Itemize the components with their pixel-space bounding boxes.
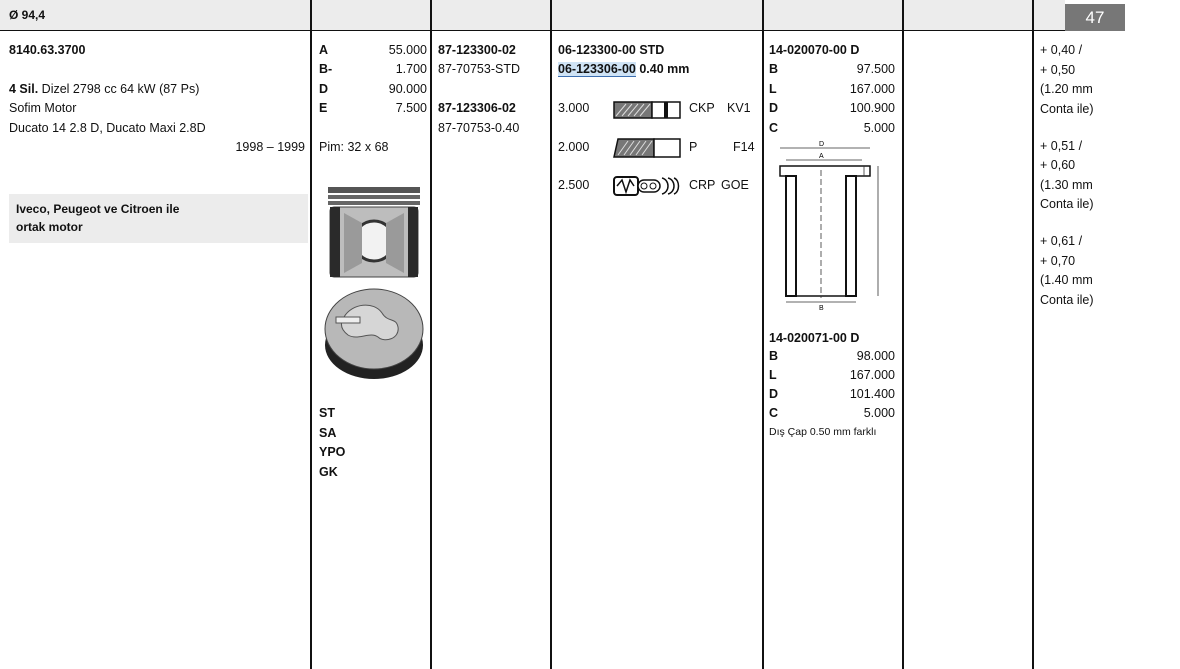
column-divider — [430, 0, 432, 669]
piston-dim-value: 90.000 — [388, 82, 427, 96]
gasket-thickness: (1.40 mm — [1040, 273, 1093, 287]
engine-years: 1998 – 1999 — [235, 140, 305, 154]
column-divider — [310, 0, 312, 669]
ring-width: 2.000 — [558, 140, 590, 154]
ring-variant: GOE — [721, 178, 749, 192]
piston-top-image — [322, 283, 426, 383]
gasket-range: + 0,60 — [1040, 158, 1076, 172]
gasket-range: + 0,70 — [1040, 254, 1076, 268]
piston-number-std: 87-123300-02 — [438, 43, 516, 57]
shared-engine-note-line2: ortak motor — [16, 220, 83, 234]
gasket-thickness: (1.20 mm — [1040, 82, 1093, 96]
liner-dim-key: B — [769, 62, 779, 76]
column-divider — [1032, 0, 1034, 669]
ring-type: P — [689, 140, 698, 154]
column-divider — [550, 0, 552, 669]
ring-set-std: 06-123300-00 STD — [558, 43, 665, 57]
ring-width: 2.500 — [558, 178, 590, 192]
liner-dim-value: 5.000 — [863, 121, 895, 135]
page-number: 47 — [1065, 4, 1125, 31]
liner-dim-value: 101.400 — [849, 387, 895, 401]
ring-type: CRP — [689, 178, 716, 192]
piston-dim-key: B- — [319, 62, 333, 76]
diagram-label-bottom: B — [819, 305, 824, 312]
engine-code: 8140.63.3700 — [9, 43, 86, 57]
piston-dim-key: E — [319, 101, 328, 115]
liner-code: 14-020071-00 D — [769, 331, 860, 345]
piston-dim-key: A — [319, 43, 329, 57]
piston-dim-value: 7.500 — [395, 101, 427, 115]
liner-code: 14-020070-00 D — [769, 43, 860, 57]
gasket-note: Conta ile) — [1040, 293, 1094, 307]
column-divider — [902, 0, 904, 669]
gasket-range: + 0,40 / — [1040, 43, 1083, 57]
liner-dim-key: B — [769, 349, 779, 363]
ring-variant: F14 — [733, 140, 755, 154]
piston-number-std-sub: 87-70753-STD — [438, 62, 520, 76]
liner-dim-value: 98.000 — [856, 349, 895, 363]
scraper-ring-icon — [612, 136, 682, 160]
piston-pin-size: Pim: 32 x 68 — [319, 140, 389, 154]
header-divider — [0, 30, 1065, 31]
liner-dim-key: C — [769, 121, 779, 135]
piston-dim-key: D — [319, 82, 329, 96]
liner-dim-key: L — [769, 368, 777, 382]
cylinder-count: 4 Sil. — [9, 82, 39, 96]
piston-code: SA — [319, 426, 337, 440]
diagram-label-top: D — [819, 141, 825, 148]
gasket-thickness: (1.30 mm — [1040, 178, 1093, 192]
ring-type: CKP — [689, 101, 715, 115]
ring-set-oversize — [558, 60, 689, 80]
engine-models: Ducato 14 2.8 D, Ducato Maxi 2.8D — [9, 121, 206, 135]
piston-number-oversize-sub: 87-70753-0.40 — [438, 121, 520, 135]
diagram-label-inner: A — [819, 153, 824, 160]
engine-displacement: Dizel 2798 cc 64 kW (87 Ps) — [38, 82, 200, 96]
highlighted-ring-code[interactable]: 06-123306-00 — [558, 62, 636, 76]
liner-dim-value: 97.500 — [856, 62, 895, 76]
gasket-range: + 0,61 / — [1040, 234, 1083, 248]
liner-dim-value: 167.000 — [849, 82, 895, 96]
cylinder-liner-diagram — [774, 140, 890, 315]
oil-ring-icon — [612, 174, 682, 198]
shared-engine-note-line1: Iveco, Peugeot ve Citroen ile — [16, 202, 180, 216]
table-header-bar — [0, 0, 1065, 30]
ring-variant: KV1 — [727, 101, 751, 115]
liner-note: Dış Çap 0.50 mm farklı — [769, 426, 877, 438]
liner-dim-key: D — [769, 387, 779, 401]
gasket-range: + 0,50 — [1040, 63, 1076, 77]
piston-code: GK — [319, 465, 338, 479]
liner-dim-value: 5.000 — [863, 406, 895, 420]
gasket-note: Conta ile) — [1040, 197, 1094, 211]
engine-spec — [9, 80, 199, 100]
piston-dim-value: 1.700 — [395, 62, 427, 76]
piston-dim-value: 55.000 — [388, 43, 427, 57]
ring-oversize-size: 0.40 mm — [635, 62, 690, 76]
liner-dim-value: 167.000 — [849, 368, 895, 382]
column-divider — [762, 0, 764, 669]
ring-width: 3.000 — [558, 101, 590, 115]
compression-ring-icon — [612, 99, 682, 121]
piston-code: ST — [319, 406, 335, 420]
liner-dim-key: C — [769, 406, 779, 420]
liner-dim-key: D — [769, 101, 779, 115]
liner-dim-key: L — [769, 82, 777, 96]
bore-diameter: Ø 94,4 — [9, 8, 46, 22]
gasket-range: + 0,51 / — [1040, 139, 1083, 153]
piston-code: YPO — [319, 445, 346, 459]
liner-dim-value: 100.900 — [849, 101, 895, 115]
piston-number-oversize: 87-123306-02 — [438, 101, 516, 115]
piston-side-image — [322, 183, 426, 283]
engine-maker: Sofim Motor — [9, 101, 77, 115]
gasket-note: Conta ile) — [1040, 102, 1094, 116]
